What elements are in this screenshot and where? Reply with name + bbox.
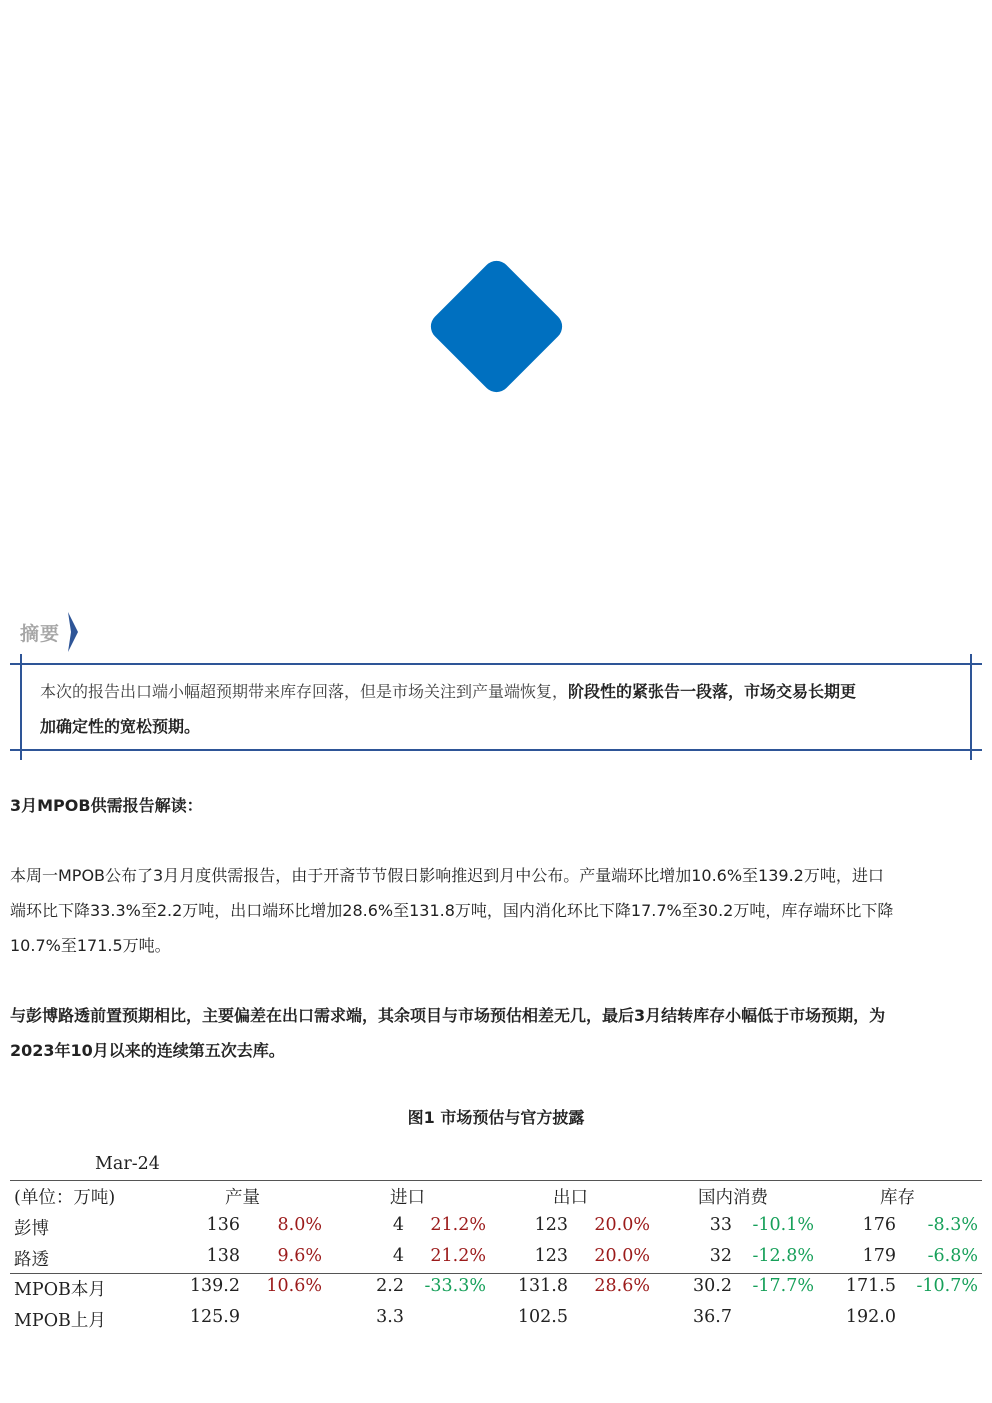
table-cell: 4	[392, 1215, 404, 1235]
table-cell: 125.9	[189, 1307, 240, 1327]
unit-label: (单位：万吨)	[14, 1188, 116, 1208]
table-cell: 102.5	[517, 1307, 568, 1327]
table-cell-change: -33.3%	[424, 1276, 486, 1296]
table-cell-change: 10.6%	[266, 1276, 322, 1296]
summary-text: 本次的报告出口端小幅超预期带来库存回落，但是市场关注到产量端恢复，阶段性的紧张告一段落，市场交易长期更 加确定性的宽松预期。	[40, 682, 857, 736]
logo-diamond-icon	[425, 255, 568, 398]
table-cell-change: -10.1%	[752, 1215, 814, 1235]
table-cell-change: 21.2%	[430, 1246, 486, 1266]
table-cell: 139.2	[189, 1276, 240, 1296]
chevron-right-icon	[68, 612, 80, 652]
table-cell-change: 20.0%	[594, 1215, 650, 1235]
table-cell: 30.2	[693, 1276, 732, 1296]
table-cell: 2.2	[376, 1276, 404, 1296]
table-cell-change: 21.2%	[430, 1215, 486, 1235]
table-cell: 123	[534, 1215, 568, 1235]
paragraph-2: 与彭博路透前置预期相比，主要偏差在出口需求端，其余项目与市场预估相差无几，最后3月结转库存小幅低于市场预期，为 2023年10月以来的连续第五次去库。	[10, 1006, 886, 1060]
row-label: MPOB本月	[14, 1280, 106, 1300]
table-period: Mar-24	[95, 1154, 160, 1174]
col-header: 出口	[553, 1188, 588, 1208]
table-cell: 3.3	[376, 1307, 404, 1327]
table-cell-change: -12.8%	[752, 1246, 814, 1266]
col-header: 进口	[390, 1188, 425, 1208]
table-cell: 36.7	[693, 1307, 732, 1327]
table-cell-change: -6.8%	[927, 1246, 978, 1266]
table-cell: 4	[392, 1246, 404, 1266]
figure-title: 图1 市场预估与官方披露	[407, 1108, 585, 1127]
row-label: 路透	[14, 1250, 49, 1270]
table-cell-change: -10.7%	[916, 1276, 978, 1296]
table-cell: 176	[862, 1215, 896, 1235]
table-cell: 171.5	[845, 1276, 896, 1296]
table-cell: 138	[206, 1246, 240, 1266]
table-cell: 192.0	[845, 1307, 896, 1327]
summary-box	[10, 654, 982, 760]
row-label: 彭博	[14, 1219, 49, 1239]
table-cell: 32	[709, 1246, 732, 1266]
col-header: 库存	[880, 1188, 915, 1208]
summary-heading	[20, 614, 80, 650]
table-cell-change: -17.7%	[752, 1276, 814, 1296]
table-cell: 131.8	[517, 1276, 568, 1296]
table-cell: 179	[862, 1246, 896, 1266]
section-title: 3月MPOB供需报告解读：	[10, 796, 203, 815]
table-cell: 33	[709, 1215, 732, 1235]
summary-heading-text: 摘要	[20, 622, 61, 645]
table-cell-change: 20.0%	[594, 1246, 650, 1266]
summary-emphasis-cont: 加确定性的宽松预期。	[40, 717, 201, 736]
table-cell-change: 8.0%	[277, 1215, 322, 1235]
table-cell: 123	[534, 1246, 568, 1266]
col-header: 国内消费	[698, 1188, 768, 1208]
table-cell: 136	[206, 1215, 240, 1235]
table-cell-change: -8.3%	[927, 1215, 978, 1235]
table-cell-change: 9.6%	[277, 1246, 322, 1266]
col-header: 产量	[225, 1188, 260, 1208]
paragraph-1: 本周一MPOB公布了3月月度供需报告，由于开斋节节假日影响推迟到月中公布。产量端环比增加10.6%至139.2万吨，进口 端环比下降33.3%至2.2万吨，出口端环比增加28.6%至131.8万吨，国内消化环比下降17.7%至30.2万吨，库存端环比下降 10.7%至171.5万吨。	[10, 866, 894, 955]
summary-emphasis: 阶段性的紧张告一段落，市场交易长期更	[568, 682, 857, 701]
row-label: MPOB上月	[14, 1311, 106, 1331]
table-cell-change: 28.6%	[594, 1276, 650, 1296]
